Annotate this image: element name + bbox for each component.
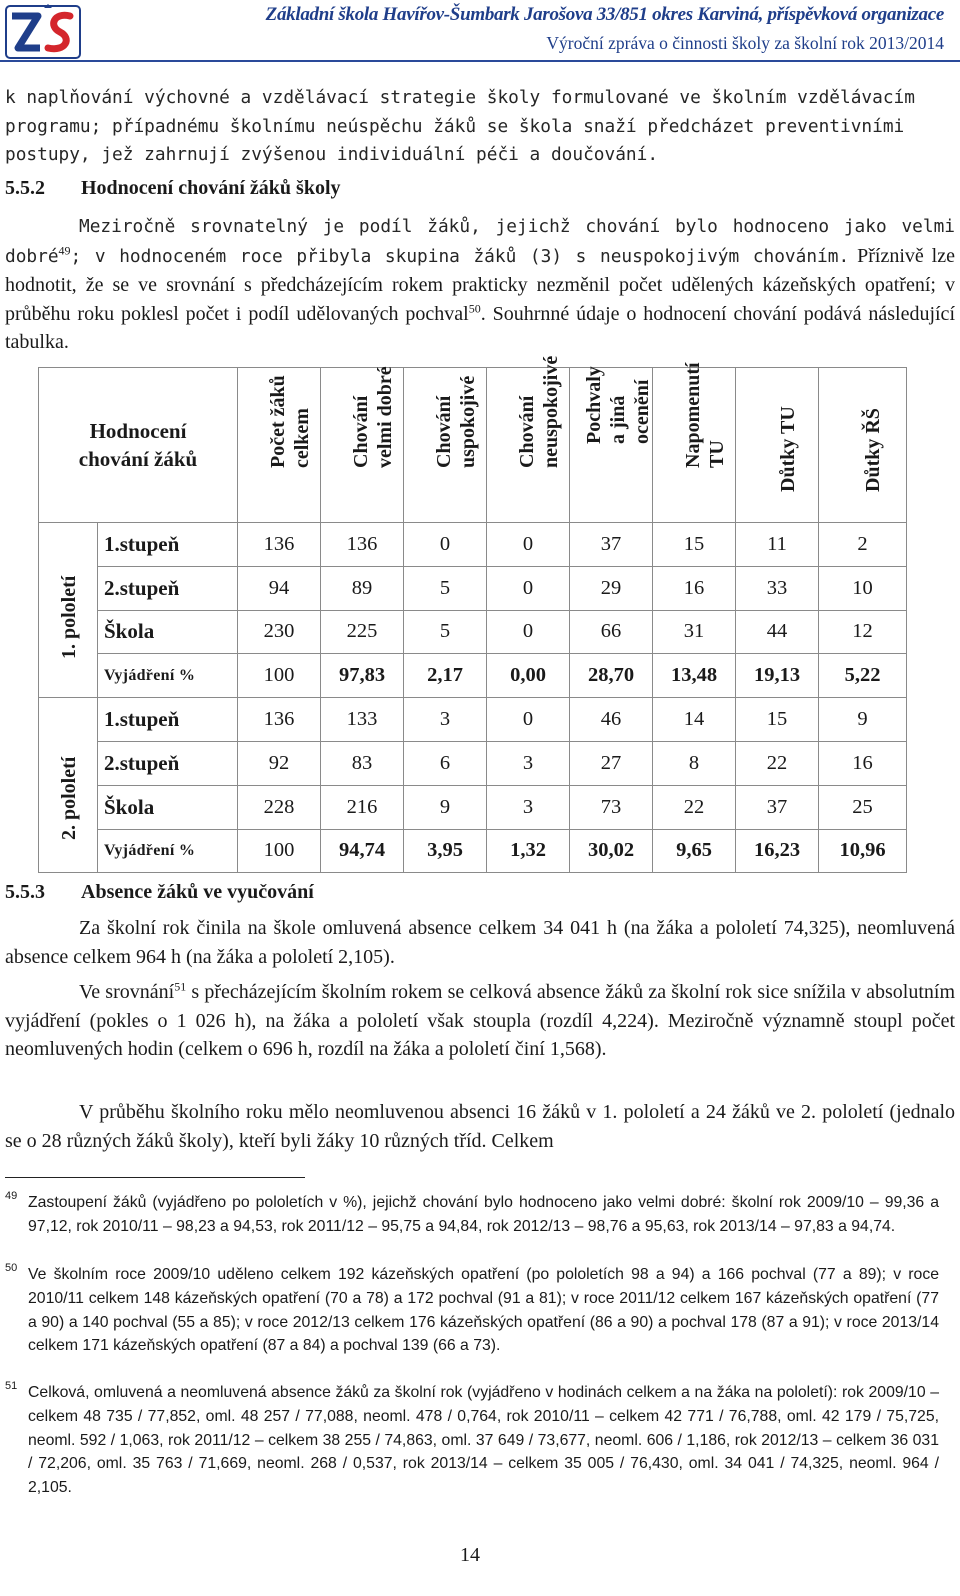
footnote-49	[5, 1191, 939, 1239]
column-header: Důtky TU	[736, 368, 819, 523]
table-cell: 100	[238, 654, 321, 698]
table-cell: 9	[404, 785, 487, 829]
table-cell: 15	[653, 523, 736, 567]
table-cell: 3,95	[404, 829, 487, 873]
section-552-paragraph	[5, 212, 955, 357]
table-cell: 8	[653, 741, 736, 785]
table-cell: 1,32	[487, 829, 570, 873]
semester-1-label: 1. pololetí	[39, 523, 98, 698]
report-title: Výroční zpráva o činnosti školy za školní rok 2013/2014	[546, 33, 944, 53]
footnote-text: Celková, omluvená a neomluvená absence žáků za školní rok (vyjádřeno v hodinách celkem a na žáka na pololetí): rok 2009/10 – celkem 48 735 / 77,852, oml. 48 257 / 77,088, neoml. 478 / 0,764, rok 2010/11 – celkem 42 771 / 76,788, oml. 42 179 / 75,725, neoml. 592 / 1,063, rok 2011/12 – celkem 38 255 / 74,863, oml. 37 649 / 73,677, neoml. 606 / 1,186, rok 2012/13 – celkem 36 031 / 72,206, oml. 35 763 / 71,669, neoml. 268 / 0,537, rok 2013/14 – celkem 35 005 / 76,430, oml. 34 041 / 74,325, neoml. 964 / 2,105.	[28, 1384, 939, 1497]
table-row	[39, 741, 907, 785]
section-553-title: Absence žáků ve vyučování	[81, 881, 314, 903]
table-cell: 3	[404, 698, 487, 742]
table-cell: 12	[819, 610, 907, 654]
table-cell: 136	[321, 523, 404, 567]
table-cell: 31	[653, 610, 736, 654]
section-552-number: 5.5.2	[5, 177, 45, 199]
section-553-paragraph-1: Za školní rok činila na škole omluvená absence celkem 34 041 h (na žáka a pololetí 74,325), neomluvená absence celkem 964 h (na žáka a pololetí 2,105).	[5, 917, 955, 968]
table-cell: 9	[819, 698, 907, 742]
section-552-heading	[5, 177, 341, 200]
table-cell: 133	[321, 698, 404, 742]
section-552-text-a: Meziročně srovnatelný je podíl žáků, jejichž chování bylo hodnoceno jako velmi dobré	[5, 216, 955, 267]
table-cell: 83	[321, 741, 404, 785]
footnote-number: 49	[5, 1190, 18, 1202]
table-cell: 46	[570, 698, 653, 742]
table-cell: 16	[819, 741, 907, 785]
school-logo	[4, 4, 82, 60]
table-cell: 13,48	[653, 654, 736, 698]
section-552-text-b: ; v hodnoceném roce přibyla skupina žáků (3) s neuspokojivým chováním.	[70, 245, 850, 267]
column-header: Napomenutí TU	[653, 368, 736, 523]
row-label: Škola	[98, 610, 238, 654]
table-cell: 100	[238, 829, 321, 873]
row-label: 1.stupeň	[98, 698, 238, 742]
table-cell: 16	[653, 566, 736, 610]
table-cell: 14	[653, 698, 736, 742]
section-552-text-c: Příznivě lze hodnotit, že se ve srovnání s předcházejícím rokem prakticky nezměnil počet udělených kázeňských opatření; v průběhu roku poklesl počet i podíl udělovaných pochval	[5, 244, 955, 325]
table-cell: 37	[736, 785, 819, 829]
footnote-ref-49[interactable]: 49	[58, 242, 71, 257]
table-cell: 27	[570, 741, 653, 785]
table-cell: 37	[570, 523, 653, 567]
table-cell: 230	[238, 610, 321, 654]
table-row	[39, 829, 907, 873]
table-cell: 11	[736, 523, 819, 567]
table-cell: 16,23	[736, 829, 819, 873]
table-row	[39, 610, 907, 654]
table-cell: 6	[404, 741, 487, 785]
footnote-divider	[5, 1177, 305, 1178]
table-cell: 66	[570, 610, 653, 654]
table-cell: 28,70	[570, 654, 653, 698]
table-row	[39, 566, 907, 610]
table-cell: 5	[404, 610, 487, 654]
table-cell: 22	[736, 741, 819, 785]
table-cell: 228	[238, 785, 321, 829]
table-cell: 89	[321, 566, 404, 610]
section-552-title: Hodnocení chování žáků školy	[81, 177, 341, 199]
table-cell: 97,83	[321, 654, 404, 698]
table-cell: 73	[570, 785, 653, 829]
table-cell: 10	[819, 566, 907, 610]
table-cell: 136	[238, 698, 321, 742]
table-cell: 0	[487, 523, 570, 567]
table-cell: 2	[819, 523, 907, 567]
behavior-table	[38, 355, 907, 873]
row-label: Vyjádření %	[98, 654, 238, 698]
table-cell: 0	[404, 523, 487, 567]
table-cell: 225	[321, 610, 404, 654]
table-cell: 0	[487, 610, 570, 654]
section-553-paragraph-2: Ve srovnání$^{51}$ s přecházejícím školním rokem se celková absence žáků za školní rok sice snížila v absolutním vyjádření (pokles o 1 026 h), na žáka a pololetí však stoupla (rozdíl 4,224). Meziročně významně stoupl počet neomluvených hodin (celkem o 696 h, rozdíl na žáka a pololetí činí 1,568).	[5, 979, 956, 1060]
section-553-number: 5.5.3	[5, 881, 45, 903]
section-553-heading	[5, 881, 314, 904]
table-cell: 136	[238, 523, 321, 567]
table-cell: 19,13	[736, 654, 819, 698]
footnote-text: Zastoupení žáků (vyjádřeno po pololetích v %), jejichž chování bylo hodnoceno jako velmi dobré: školní rok 2009/10 – 99,36 a 97,12, rok 2010/11 – 98,23 a 94,53, rok 2011/12 – 95,75 a 94,84, rok 2012/13 – 98,76 a 95,63, rok 2013/14 – 97,83 a 94,74.	[28, 1194, 939, 1235]
footnote-number: 51	[5, 1380, 18, 1392]
table-cell: 0	[487, 566, 570, 610]
row-label: Vyjádření %	[98, 829, 238, 873]
row-label: 2.stupeň	[98, 566, 238, 610]
table-cell: 92	[238, 741, 321, 785]
footnote-50	[5, 1263, 939, 1358]
table-cell: 0	[487, 698, 570, 742]
table-row	[39, 698, 907, 742]
header-divider	[0, 60, 960, 62]
footnote-text: Ve školním roce 2009/10 uděleno celkem 192 kázeňských opatření (po pololetích 98 a 94) a 166 pochval (77 a 89); v roce 2010/11 celkem 148 kázeňských opatření (70 a 78) a 172 pochval (91 a 81); v roce 2011/12 celkem 167 kázeňských opatření (77 a 90) a 140 pochval (55 a 85); v roce 2012/13 celkem 176 kázeňských opatření (86 a 90) a pochval 178 (87 a 91); v roce 2013/14 celkem 171 kázeňských opatření (87 a 84) a pochval 139 (66 a 73).	[28, 1266, 939, 1355]
column-header: Počet žáků celkem	[238, 368, 321, 523]
table-cell: 25	[819, 785, 907, 829]
table-cell: 5,22	[819, 654, 907, 698]
row-label: 2.stupeň	[98, 741, 238, 785]
intro-paragraph: k naplňování výchovné a vzdělávací strategie školy formulované ve školním vzdělávacím programu; případnému školnímu neúspěchu žáků se škola snaží předcházet preventivními postupy, jež zahrnují zvýšenou individuální péči a doučování.	[5, 87, 915, 165]
semester-2-label: 2. pololetí	[39, 698, 98, 873]
table-row	[39, 785, 907, 829]
row-label: 1.stupeň	[98, 523, 238, 567]
table-cell: 15	[736, 698, 819, 742]
table-cell: 29	[570, 566, 653, 610]
school-name: Základní škola Havířov-Šumbark Jarošova 33/851 okres Karviná, příspěvková organizace	[265, 4, 944, 25]
table-cell: 5	[404, 566, 487, 610]
footnote-ref-50[interactable]: 50	[468, 300, 481, 315]
row-label: Škola	[98, 785, 238, 829]
page-number: 14	[460, 1544, 480, 1566]
table-cell: 3	[487, 785, 570, 829]
table-cell: 94	[238, 566, 321, 610]
table-row	[39, 654, 907, 698]
column-header: Důtky ŘŠ	[819, 368, 907, 523]
section-552-text-d: . Souhrnné údaje o hodnocení chování podává následující tabulka.	[5, 302, 955, 353]
column-header: Chování uspokojivé	[404, 368, 487, 523]
column-header: Chování neuspokojivé	[487, 368, 570, 523]
column-header: Pochvaly a jiná ocenění	[570, 368, 653, 523]
section-553-paragraph-3: V průběhu školního roku mělo neomluvenou absenci 16 žáků v 1. pololetí a 24 žáků ve 2. pololetí (jednalo se o 28 různých žáků školy), kteří byli žáky 10 různých tříd. Celkem	[5, 1101, 955, 1152]
table-cell: 9,65	[653, 829, 736, 873]
table-cell: 30,02	[570, 829, 653, 873]
table-row	[39, 523, 907, 567]
table-cell: 3	[487, 741, 570, 785]
footnote-ref-51[interactable]: 51	[174, 979, 187, 994]
table-cell: 33	[736, 566, 819, 610]
footnote-number: 50	[5, 1262, 18, 1274]
table-cell: 44	[736, 610, 819, 654]
table-cell: 10,96	[819, 829, 907, 873]
table-cell: 216	[321, 785, 404, 829]
table-cell: 94,74	[321, 829, 404, 873]
table-cell: 0,00	[487, 654, 570, 698]
footnote-51	[5, 1381, 939, 1500]
table-corner-header: Hodnocení chování žáků	[39, 368, 238, 523]
table-cell: 22	[653, 785, 736, 829]
column-header: Chování velmi dobré	[321, 368, 404, 523]
table-cell: 2,17	[404, 654, 487, 698]
